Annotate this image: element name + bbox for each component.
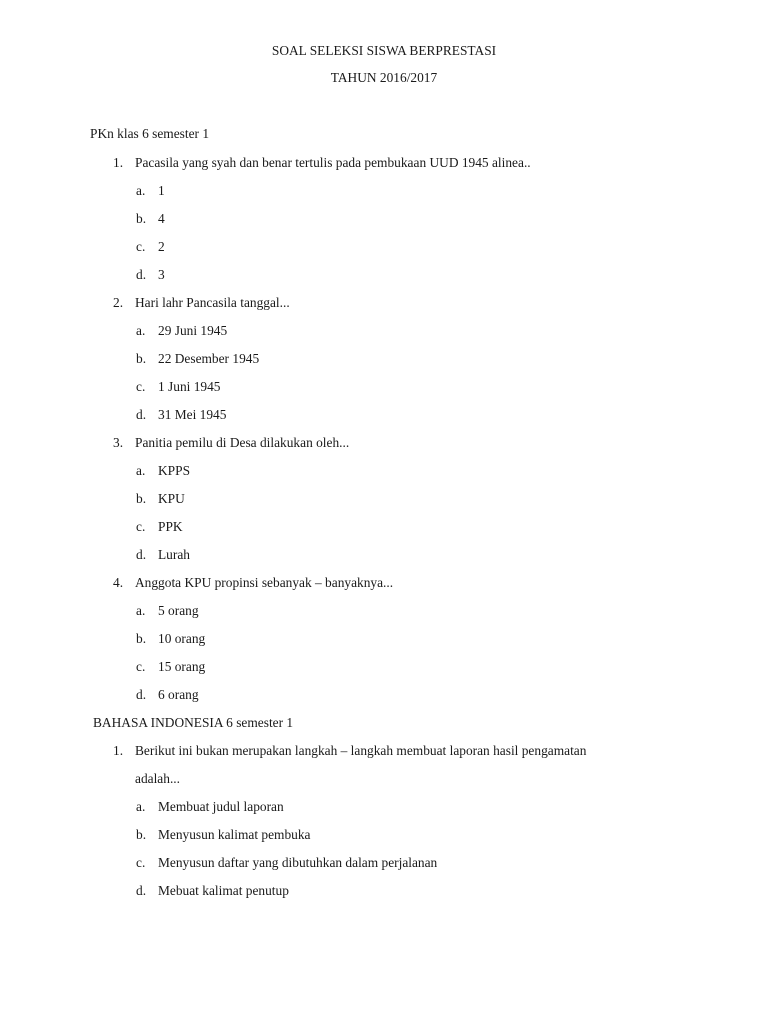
option-text: PPK: [158, 519, 183, 534]
section-heading-pkn: PKn klas 6 semester 1: [90, 126, 210, 141]
option-letter: a.: [136, 799, 146, 814]
question-text-continued: adalah...: [135, 771, 180, 786]
option-text: 10 orang: [158, 631, 206, 646]
option-letter: d.: [136, 883, 147, 898]
option-letter: a.: [136, 463, 146, 478]
option-letter: b.: [136, 491, 147, 506]
option-letter: b.: [136, 211, 147, 226]
option-letter: c.: [136, 379, 146, 394]
question-item: [113, 575, 713, 591]
section-heading-bahasa-indonesia: BAHASA INDONESIA 6 semester 1: [93, 715, 294, 730]
option-text: 2: [158, 239, 165, 254]
option-letter: c.: [136, 519, 146, 534]
option-text: KPU: [158, 491, 185, 506]
option-text: Menyusun kalimat pembuka: [158, 827, 311, 842]
option-letter: c.: [136, 239, 146, 254]
question-number: 1.: [113, 155, 124, 170]
option-letter: a.: [136, 323, 146, 338]
option-text: 5 orang: [158, 603, 199, 618]
option-text: Membuat judul laporan: [158, 799, 284, 814]
option-letter: b.: [136, 351, 147, 366]
question-text: Pacasila yang syah dan benar tertulis pada pembukaan UUD 1945 alinea..: [135, 155, 531, 170]
option-text: Lurah: [158, 547, 190, 562]
option-text: 1: [158, 183, 165, 198]
option-text: 15 orang: [158, 659, 206, 674]
option-text: Menyusun daftar yang dibutuhkan dalam perjalanan: [158, 855, 438, 870]
option-text: 29 Juni 1945: [158, 323, 228, 338]
option-letter: a.: [136, 183, 146, 198]
option-letter: b.: [136, 631, 147, 646]
option-text: KPPS: [158, 463, 191, 478]
option-letter: d.: [136, 267, 147, 282]
document-title: SOAL SELEKSI SISWA BERPRESTASI: [271, 43, 497, 58]
document-year: TAHUN 2016/2017: [330, 70, 438, 85]
question-text: Hari lahr Pancasila tanggal...: [135, 295, 290, 310]
question-text: Panitia pemilu di Desa dilakukan oleh...: [135, 435, 350, 450]
option-text: 4: [158, 211, 165, 226]
question-item: [113, 155, 713, 171]
question-text: Anggota KPU propinsi sebanyak – banyaknya...: [135, 575, 394, 590]
option-letter: d.: [136, 547, 147, 562]
option-letter: d.: [136, 407, 147, 422]
option-letter: c.: [136, 855, 146, 870]
option-letter: d.: [136, 687, 147, 702]
option-text: 3: [158, 267, 165, 282]
question-number: 4.: [113, 575, 124, 590]
question-item: [113, 435, 713, 451]
question-item: [113, 295, 713, 311]
question-text: Berikut ini bukan merupakan langkah – langkah membuat laporan hasil pengamatan: [135, 743, 587, 758]
option-text: 22 Desember 1945: [158, 351, 260, 366]
option-letter: c.: [136, 659, 146, 674]
option-letter: b.: [136, 827, 147, 842]
question-number: 1.: [113, 743, 124, 758]
option-text: Mebuat kalimat penutup: [158, 883, 289, 898]
option-letter: a.: [136, 603, 146, 618]
option-text: 31 Mei 1945: [158, 407, 227, 422]
question-number: 3.: [113, 435, 124, 450]
option-text: 1 Juni 1945: [158, 379, 221, 394]
question-number: 2.: [113, 295, 124, 310]
question-item: [113, 743, 753, 759]
option-text: 6 orang: [158, 687, 199, 702]
